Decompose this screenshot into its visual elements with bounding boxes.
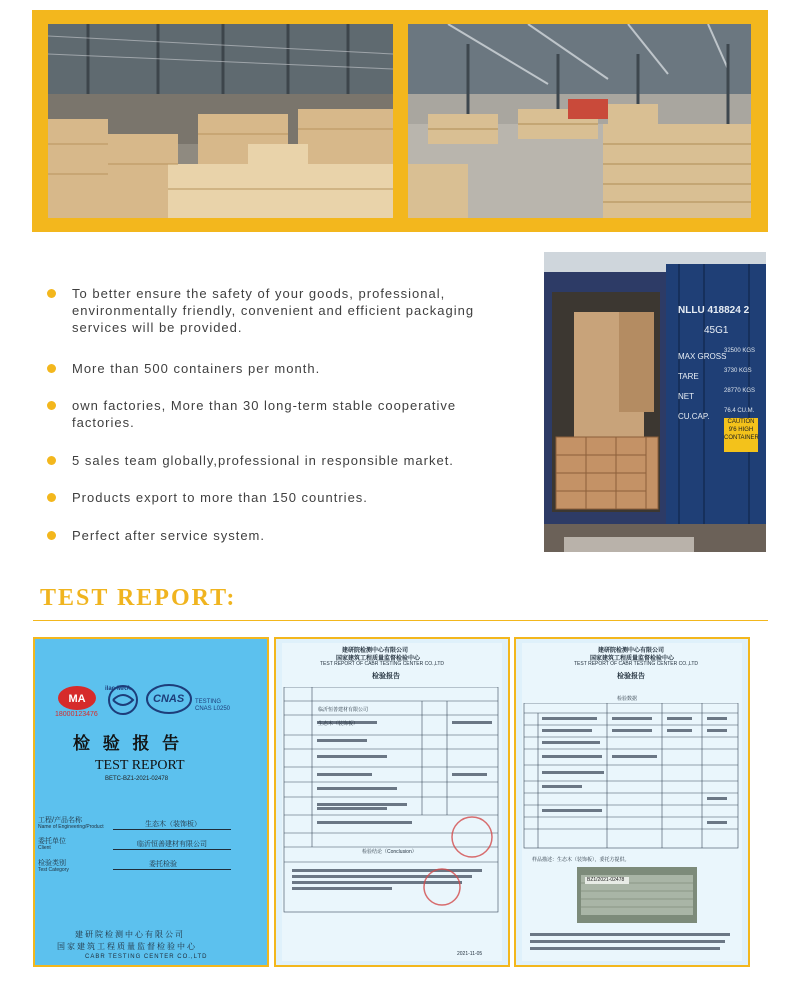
warehouse-photo-right [408,24,751,218]
doc-date: 2021-11-05 [457,951,483,957]
notes-text [522,931,742,961]
bullet-icon [47,456,56,465]
doc-heading: 检验报告 [617,673,645,680]
warehouse-photo-left [48,24,393,218]
field-value: 临沂恒善建材有限公司 [137,841,207,848]
doc-org-en: TEST REPORT OF CABR TESTING CENTER CO.,LTD [574,661,698,667]
doc-conclusion: 检验结论（Conclusion） [362,849,417,855]
data-table [522,703,742,853]
feature-text: 5 sales team globally,professional in responsible market. [72,453,454,468]
feature-item [45,285,512,336]
cnas-label: CNAS [153,693,185,705]
doc-org-en: TEST REPORT OF CABR TESTING CENTER CO.,LTD [320,661,444,667]
feature-text: More than 500 containers per month. [72,361,321,376]
org-name-cn-2: 国家建筑工程质量监督检验中心 [57,942,197,951]
field-underline [113,829,231,830]
feature-item [45,452,512,469]
field-label: 工程/产品名称 [38,817,82,824]
svg-text:MA: MA [68,693,86,705]
cu-cap-value: 76.4 CU.M. [724,408,755,414]
feature-item [45,397,512,431]
feature-item [45,360,512,377]
sample-label: BZ1/2021-02478 [587,877,625,883]
doc-org: 建研院检测中心有限公司 [598,648,665,654]
field-label: 委托单位 [38,838,66,845]
doc-client: 临沂恒善建材有限公司 [318,707,369,713]
field-underline [113,869,231,870]
container-number: NLLU 418824 2 [678,305,750,316]
field-underline [113,849,231,850]
cert-title-cn: 检 验 报 告 [73,734,184,753]
doc-note: 样品描述：生态木（装饰板），委托方提供。 [532,857,630,863]
field-label: 检验类别 [38,860,66,867]
bullet-icon [47,531,56,540]
doc-org-2: 国家建筑工程质量监督检验中心 [590,656,675,662]
net-value: 28770 KGS [724,388,756,394]
field-label-en: Test Category [38,867,69,873]
tare-label: TARE [678,372,699,381]
sample-photo [577,867,697,923]
feature-item [45,527,512,544]
cert-number: BETC-BZ1-2021-02478 [105,776,169,782]
cert-title-en: TEST REPORT [95,758,185,773]
certificate-page-2 [274,637,510,967]
bullet-icon [47,401,56,410]
certificate-cover [33,637,269,967]
cert-phone: 18000123476 [55,711,98,718]
test-report-heading: TEST REPORT: [40,585,237,611]
feature-text: To better ensure the safety of your goods, professional, environmentally friendly, convenient and efficient packaging services will be provided. [72,286,475,335]
bullet-icon [47,493,56,502]
document-sheet [522,643,742,961]
ilac-label: ilac-MRA [105,686,131,692]
cma-logo-icon [57,685,97,711]
doc-product: 生态木（装饰板） [318,721,359,727]
field-label-en: Name of Engineering/Product [38,824,104,830]
feature-text: Perfect after service system. [72,528,265,543]
net-label: NET [678,392,694,401]
cnas-sub-label: TESTING CNAS L0250 [195,699,231,712]
container-photo [544,252,766,552]
max-gross-label: MAX GROSS [678,352,727,361]
heading-divider [33,620,768,621]
bullet-icon [47,364,56,373]
doc-table-header: 检验数据 [617,696,638,702]
org-name-en: CABR TESTING CENTER CO.,LTD [85,954,208,960]
field-value: 生态木（装饰板） [145,821,201,828]
org-name-cn: 建研院检测中心有限公司 [75,930,185,939]
cu-cap-label: CU.CAP. [678,412,710,421]
document-sheet [282,643,502,961]
doc-heading: 检验报告 [372,673,400,680]
feature-text: Products export to more than 150 countries. [72,490,368,505]
field-label-en: Client [38,845,51,851]
warehouse-banner [32,10,768,232]
doc-org: 建研院检测中心有限公司 [342,648,409,654]
doc-org-2: 国家建筑工程质量监督检验中心 [336,656,421,662]
caution-label: CAUTION 9'6 HIGH CONTAINER [724,418,758,452]
feature-item [45,489,512,506]
certificate-page-3 [514,637,750,967]
container-code: 45G1 [704,325,729,336]
feature-text: own factories, More than 30 long-term stable cooperative factories. [72,398,457,430]
report-table [282,687,502,917]
max-gross-value: 32500 KGS [724,348,756,354]
tare-value: 3730 KGS [724,368,752,374]
field-value: 委托检验 [149,861,177,868]
bullet-icon [47,289,56,298]
